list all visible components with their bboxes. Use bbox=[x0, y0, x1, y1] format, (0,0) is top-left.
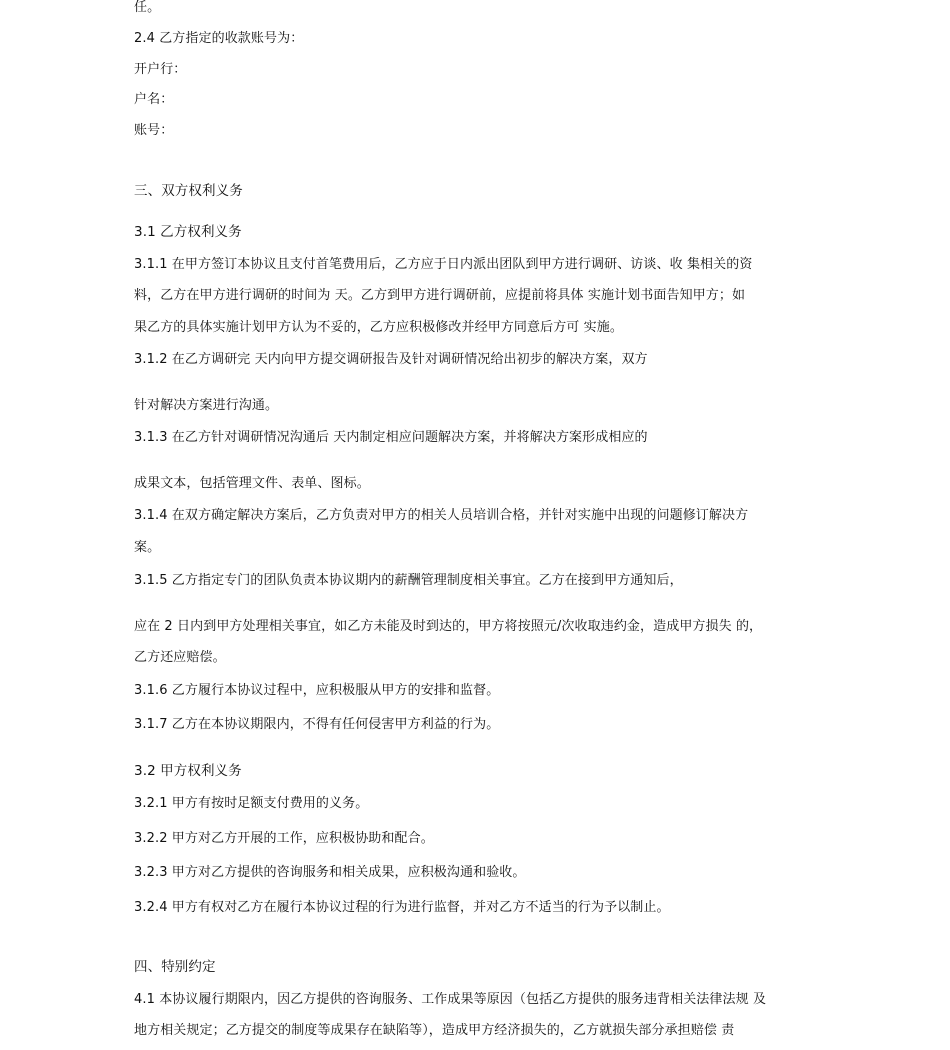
text-line: 应在 2 日内到甲方处理相关事宜，如乙方未能及时到达的，甲方将按照元/次收取违约金，造成甲方损失 的， bbox=[134, 619, 763, 634]
text-line: 果乙方的具体实施计划甲方认为不妥的，乙方应积极修改并经甲方同意后方可 实施。 bbox=[134, 320, 623, 335]
text-line: 2.4 乙方指定的收款账号为： bbox=[134, 31, 304, 46]
text-line: 3.1.4 在双方确定解决方案后，乙方负责对甲方的相关人员培训合格，并针对实施中出现的问题修订解决方 bbox=[134, 508, 749, 523]
text-line: 3.1.6 乙方履行本协议过程中，应积极服从甲方的安排和监督。 bbox=[134, 683, 500, 698]
text-line: 3.2.2 甲方对乙方开展的工作，应积极协助和配合。 bbox=[134, 831, 434, 846]
subsection-heading: 3.1 乙方权利义务 bbox=[134, 224, 242, 240]
text-line: 任。 bbox=[134, 0, 161, 15]
text-line: 地方相关规定；乙方提交的制度等成果存在缺陷等），造成甲方经济损失的，乙方就损失部分承担赔偿 责 bbox=[134, 1023, 735, 1038]
text-line: 成果文本，包括管理文件、表单、图标。 bbox=[134, 476, 370, 491]
section-heading: 三、双方权利义务 bbox=[134, 183, 243, 199]
subsection-heading: 3.2 甲方权利义务 bbox=[134, 763, 242, 779]
text-line: 开户行： bbox=[134, 62, 187, 77]
text-line: 乙方还应赔偿。 bbox=[134, 650, 226, 665]
section-heading: 四、特别约定 bbox=[134, 959, 216, 975]
text-line: 4.1 本协议履行期限内，因乙方提供的咨询服务、工作成果等原因（包括乙方提供的服务违背相关法律法规 及 bbox=[134, 992, 767, 1007]
text-line: 账号： bbox=[134, 123, 174, 138]
text-line: 案。 bbox=[134, 540, 161, 555]
text-line: 户名： bbox=[134, 92, 174, 107]
text-line: 3.2.4 甲方有权对乙方在履行本协议过程的行为进行监督，并对乙方不适当的行为予以制止。 bbox=[134, 900, 670, 915]
text-line: 3.1.2 在乙方调研完 天内向甲方提交调研报告及针对调研情况给出初步的解决方案，双方 bbox=[134, 352, 648, 367]
text-line: 3.2.1 甲方有按时足额支付费用的义务。 bbox=[134, 796, 369, 811]
text-line: 料，乙方在甲方进行调研的时间为 天。乙方到甲方进行调研前，应提前将具体 实施计划书面告知甲方；如 bbox=[134, 288, 746, 303]
text-line: 3.2.3 甲方对乙方提供的咨询服务和相关成果，应积极沟通和验收。 bbox=[134, 865, 526, 880]
text-line: 3.1.1 在甲方签订本协议且支付首笔费用后，乙方应于日内派出团队到甲方进行调研、访谈、收 集相关的资 bbox=[134, 257, 753, 272]
text-line: 3.1.7 乙方在本协议期限内，不得有任何侵害甲方利益的行为。 bbox=[134, 717, 500, 732]
text-line: 针对解决方案进行沟通。 bbox=[134, 398, 279, 413]
text-line: 3.1.3 在乙方针对调研情况沟通后 天内制定相应问题解决方案，并将解决方案形成相应的 bbox=[134, 430, 648, 445]
text-line: 3.1.5 乙方指定专门的团队负责本协议期内的薪酬管理制度相关事宜。乙方在接到甲方通知后， bbox=[134, 573, 683, 588]
